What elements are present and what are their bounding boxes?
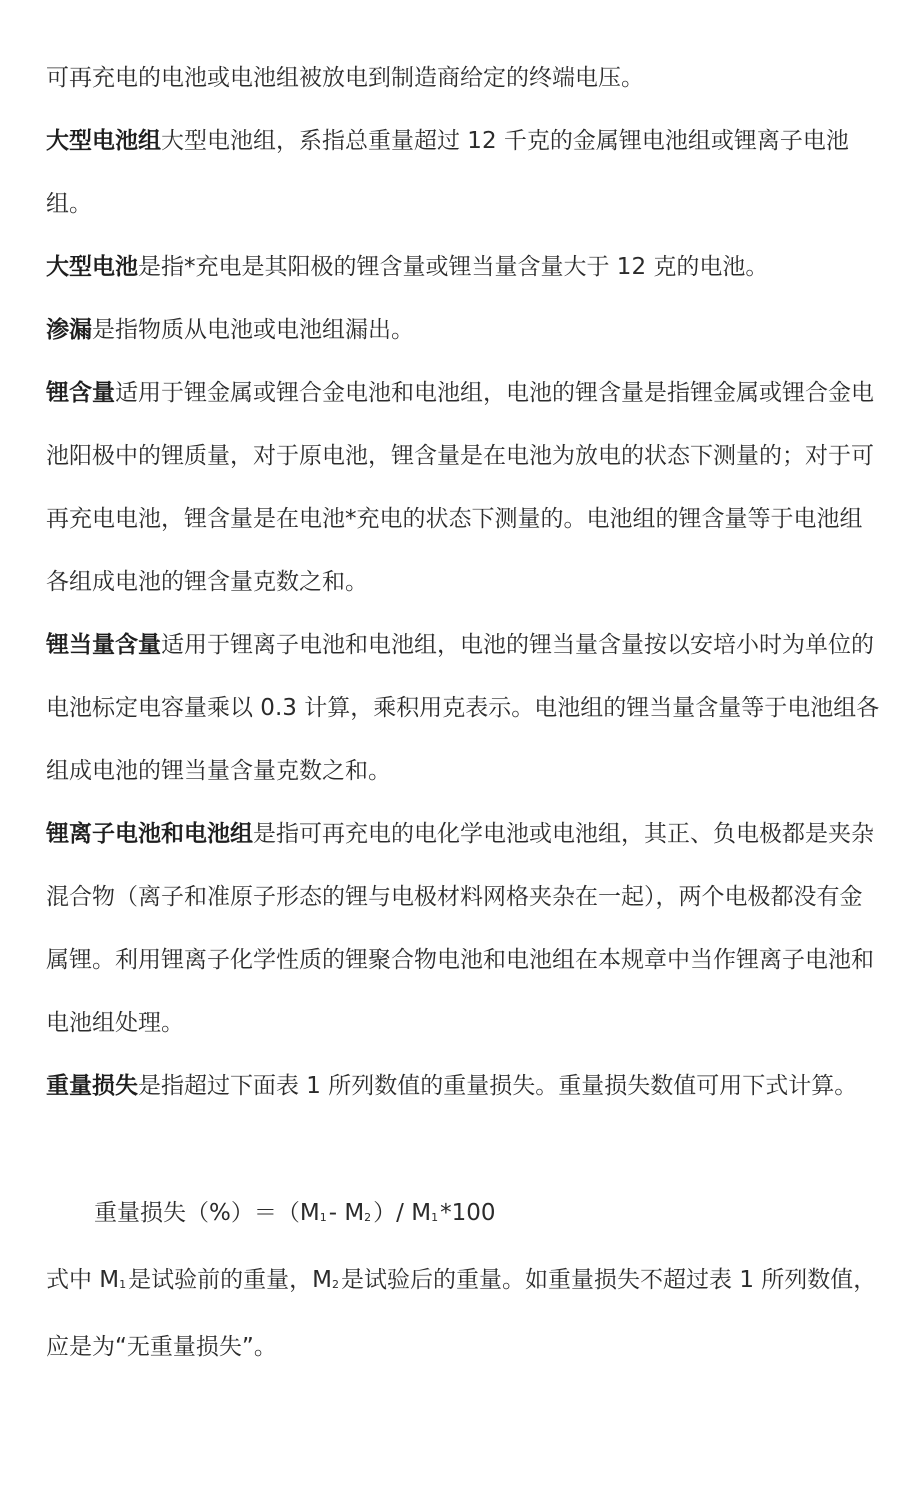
definition-leakage: [46, 299, 882, 362]
formula-part: 重量损失（%）＝（M: [94, 1200, 320, 1226]
definition-large-battery: [46, 236, 882, 299]
explanation-subscript: 1: [119, 1278, 127, 1291]
formula-explanation: [46, 1249, 882, 1379]
formula-part: *100: [440, 1200, 496, 1226]
definition-text: 是指可再充电的电化学电池或电池组，其正、负电极都是夹杂混合物（离子和准原子形态的锂与电极材料网格夹杂在一起），两个电极都没有金属锂。利用锂离子化学性质的锂聚合物电池和电池组在本规章中当作锂离子电池和电池组处理。: [46, 821, 874, 1036]
definition-text: 适用于锂金属或锂合金电池和电池组，电池的锂含量是指锂金属或锂合金电池阳极中的锂质量，对于原电池，锂含量是在电池为放电的状态下测量的；对于可再充电电池，锂含量是在电池*充电的状态下测量的。电池组的锂含量等于电池组各组成电池的锂含量克数之和。: [46, 380, 874, 595]
intro-paragraph: 可再充电的电池或电池组被放电到制造商给定的终端电压。: [46, 65, 644, 91]
definition-text: 是指物质从电池或电池组漏出。: [92, 317, 414, 343]
explanation-part: 式中 M: [46, 1267, 120, 1293]
definition-mass-loss: [46, 1055, 882, 1118]
definition-term: 重量损失: [46, 1073, 138, 1099]
formula-part: - M: [328, 1200, 365, 1226]
document-body: [46, 47, 882, 1379]
explanation-subscript: 2: [332, 1278, 340, 1291]
definition-large-battery-pack: [46, 110, 882, 236]
formula-part: ）/ M: [373, 1200, 432, 1226]
definition-lithium-content: [46, 362, 882, 614]
definition-term: 锂当量含量: [46, 632, 161, 658]
definition-lithium-ion-battery: [46, 803, 882, 1055]
definition-lithium-equivalent-content: [46, 614, 882, 803]
definition-text: 是指超过下面表 1 所列数值的重量损失。重量损失数值可用下式计算。: [138, 1073, 858, 1099]
definition-term: 大型电池: [46, 254, 138, 280]
definition-term: 锂离子电池和电池组: [46, 821, 253, 847]
definition-term: 锂含量: [46, 380, 115, 406]
definition-text: 大型电池组，系指总重量超过 12 千克的金属锂电池组或锂离子电池组。: [46, 128, 849, 217]
formula-subscript: 1: [431, 1211, 439, 1224]
mass-loss-formula: [46, 1182, 882, 1249]
formula-subscript: 2: [364, 1211, 372, 1224]
definition-text: 是指*充电是其阳极的锂含量或锂当量含量大于 12 克的电池。: [138, 254, 769, 280]
explanation-part: 是试验前的重量，M: [128, 1267, 333, 1293]
definition-term: 渗漏: [46, 317, 92, 343]
blank-line: [46, 1118, 882, 1182]
explanation-part: 是试验后的重量。如重量损失不超过表 1 所列数值，应是为“无重量损失”。: [46, 1267, 877, 1360]
definition-text: 适用于锂离子电池和电池组，电池的锂当量含量按以安培小时为单位的电池标定电容量乘以 0.3 计算，乘积用克表示。电池组的锂当量含量等于电池组各组成电池的锂当量含量克数之和。: [46, 632, 880, 784]
formula-subscript: 1: [319, 1211, 327, 1224]
definition-term: 大型电池组: [46, 128, 161, 154]
